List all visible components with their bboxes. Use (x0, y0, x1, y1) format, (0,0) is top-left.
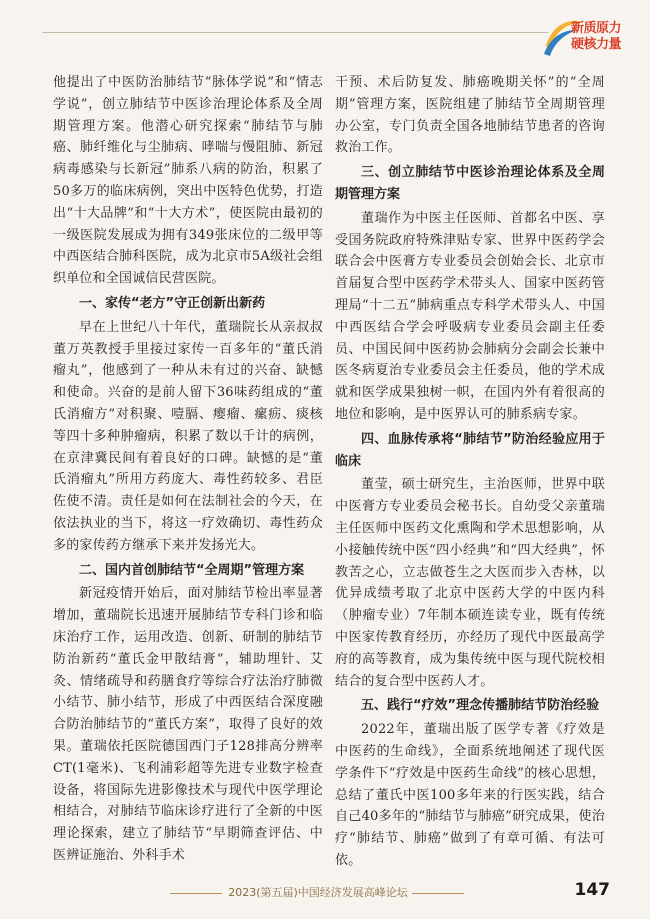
paragraph: 董莹，硕士研究生，主治医师，世界中联中医膏方专业委员会秘书长。自幼受父亲董瑞主任医师中医药文化熏陶和学术思想影响，从小接触传统中医“四小经典”和“四大经典”，怀教苦之心，立志做苍生之大医而步入杏林，以优异成绩考取了北京中医药大学的中医内科（肿瘤专业）7年制本硕连读专业，既有传统中医家传教育经历，亦经历了现代中医最高学府的高等教育，成为集传统中医与现代院校相结合的复合型中医药人才。 (335, 477, 605, 689)
badge-title-line2: 硬核力量 (570, 37, 621, 52)
paragraph: 他提出了中医防治肺结节“脉体学说”和“情志学说”，创立肺结节中医诊治理论体系及全周期管理方案。他潜心研究探索“肺结节与肺癌、肺纤维化与尘肺病、哮喘与慢阻肺、新冠病毒感染与长新冠”肺系八病的防治，积累了50多万的临床病例，突出中医特色优势，打造出“十大品牌”和“十大方术”，使医院由最初的一级医院发展成为拥有349张床位的二级甲等中西医结合肺科医院，成为北京市5A级社会组织单位和全国诚信民营医院。 (53, 75, 323, 287)
section-heading: 四、血脉传承将“肺结节”防治经验应用于临床 (335, 431, 605, 469)
page-number: 147 (574, 880, 610, 900)
paragraph: 董瑞作为中医主任医师、首都名中医、享受国务院政府特殊津贴专家、世界中医药学会联合会中医膏方专业委员会创始会长、北京市首届复合型中医药学术带头人、国家中医药管理局“十二五”肺病重点专科学术带头人、中国中西医结合学会呼吸病专业委员会副主任委员、中国民间中医药协会肺病分会副会长兼中医冬病夏治专业委员会主任委员，他的学术成就和医学成果独树一帜，在国内外有着很高的地位和影响，是中医界认可的肺系病专家。 (335, 210, 605, 422)
paragraph: 早在上世纪八十年代，董瑞院长从亲叔叔董万英教授手里接过家传一百多年的“董氏消瘤丸”，他感到了一种从未有过的兴奋、缺憾和使命。兴奋的是前人留下36味药组成的“董氏消瘤方”对积聚、噎膈、瘿瘤、瘰疬、痰核等四十多种肿瘤病，积累了数以千计的病例，在京津冀民间有着良好的口碑。缺憾的是“董氏消瘤丸”所用方药庞大、毒性药较多、君臣佐使不清。责任是如何在法制社会的今天，在依法执业的当下，将这一疗效确切、毒性药众多的家传药方继承下来并发扬光大。 (53, 319, 323, 553)
paragraph: 2022年，董瑞出版了医学专著《疗效是中医药的生命线》，全面系统地阐述了现代医学条件下“疗效是中医药生命线”的核心思想，总结了董氏中医100多年来的行医实践，结合自己40多年的“肺结节与肺癌”研究成果，使治疗“肺结节、肺癌”做到了有章可循、有法可依。 (335, 722, 605, 868)
article-right-column (335, 72, 605, 872)
page-footer (0, 880, 650, 910)
section-heading: 五、践行“疗效”理念传播肺结节防治经验 (361, 698, 600, 714)
header-badge (542, 16, 632, 58)
footer-title: 2023(第五届)中国经济发展高峰论坛 (228, 886, 408, 899)
paragraph: 干预、术后防复发、肺癌晚期关怀”的“全周期”管理方案，医院组建了肺结节全周期管理办公室，专门负责全国各地肺结节患者的咨询救治工作。 (335, 75, 605, 156)
paragraph: 新冠疫情开始后，面对肺结节检出率显著增加，董瑞院长迅速开展肺结节专科门诊和临床治疗工作，运用改造、创新、研制的肺结节防治新药“董氏金甲散结膏”，辅助埋针、艾灸、情绪疏导和药膳食疗等综合疗法治疗肺微小结节、肺小结节，形成了中西医结合深度融合防治肺结节的“董氏方案”，取得了良好的效果。董瑞依托医院德国西门子128排高分辨率CT(1毫米)、飞利浦彩超等先进专业数字检查设备，将国际先进影像技术与现代中医学理论相结合，对肺结节临床诊疗进行了全新的中医理论探索，建立了肺结节“早期筛查评估、中医辨证施治、外科手术 (53, 586, 323, 863)
footer-rule-left (170, 893, 222, 894)
article-left-column (53, 72, 323, 867)
header-rule (42, 32, 548, 33)
section-heading: 三、创立肺结节中医诊治理论体系及全周期管理方案 (335, 165, 605, 202)
section-heading: 二、国内首创肺结节“全周期”管理方案 (79, 562, 305, 578)
footer-rule-right (412, 893, 464, 894)
section-heading: 一、家传“老方”守正创新出新药 (79, 295, 266, 311)
badge-title-line1: 新质原力 (570, 21, 621, 36)
